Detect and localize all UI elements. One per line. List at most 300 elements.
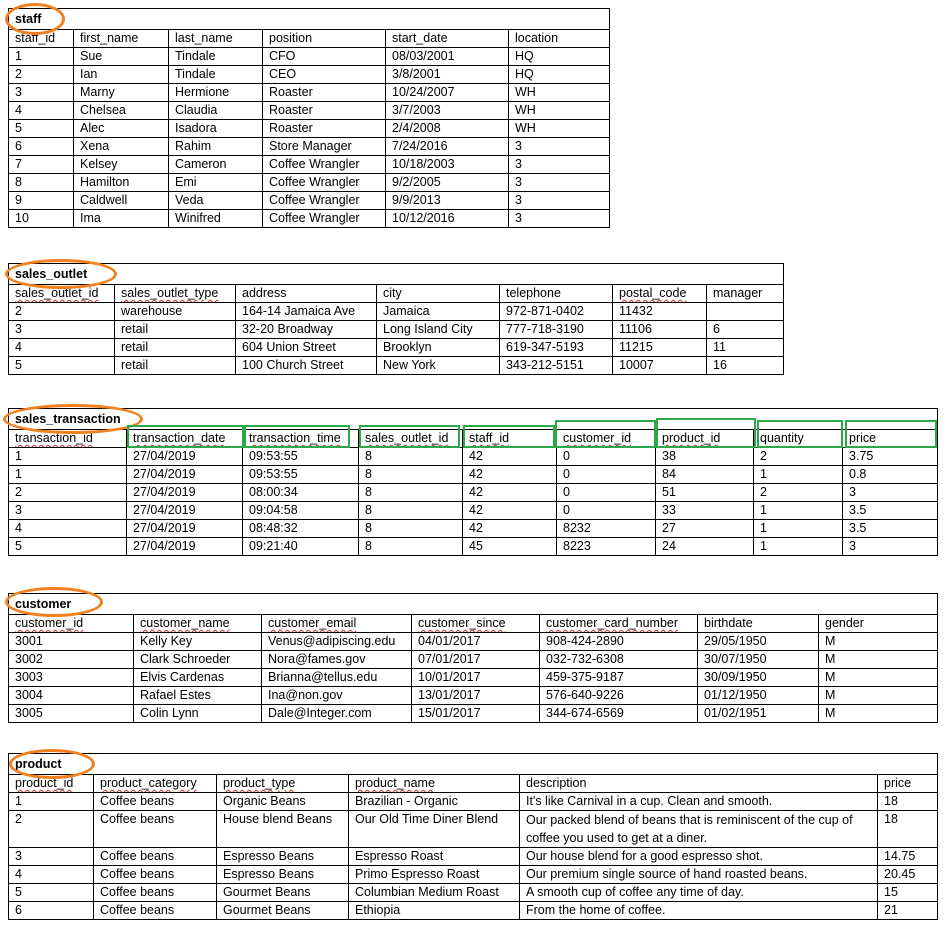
table-cell: Ethiopia (349, 902, 520, 920)
table-cell (707, 303, 784, 321)
table-cell: 2 (9, 66, 74, 84)
table-cell: 8 (359, 520, 463, 538)
table-cell: Colin Lynn (134, 705, 262, 723)
table-cell: House blend Beans (217, 811, 349, 848)
table-cell: 29/05/1950 (698, 633, 819, 651)
table-cell: 01/12/1950 (698, 687, 819, 705)
table-cell: 07/01/2017 (412, 651, 540, 669)
customer-title-row (9, 594, 938, 615)
table-cell: 576-640-9226 (540, 687, 698, 705)
table-cell: 0 (557, 448, 656, 466)
product-table (8, 753, 938, 920)
table-cell: 777-718-3190 (500, 321, 613, 339)
column-header (217, 775, 349, 793)
column-header-text: sales_outlet_id (365, 431, 449, 445)
table-cell: Our packed blend of beans that is reminiscent of the cup of coffee you used to get at a diner. (520, 811, 878, 848)
column-header-text: staff_id (469, 431, 510, 445)
table-cell: 3001 (9, 633, 134, 651)
table-row (9, 321, 784, 339)
table-cell: 18 (878, 793, 938, 811)
column-header (540, 615, 698, 633)
sales-outlet-title-row (9, 264, 784, 285)
table-cell: 604 Union Street (236, 339, 377, 357)
column-header-text: product_id (15, 776, 74, 790)
table-cell: Coffee Wrangler (263, 174, 386, 192)
table-row (9, 156, 610, 174)
table-cell: 20.45 (878, 866, 938, 884)
table-cell: 5 (9, 538, 127, 556)
column-header-text: product_type (223, 776, 296, 790)
table-cell: 8223 (557, 538, 656, 556)
column-header: city (377, 285, 500, 303)
column-header: staff_id (9, 30, 74, 48)
sales-transaction-table (8, 408, 938, 556)
column-header-text: sales_outlet_type (121, 286, 219, 300)
table-cell: 3004 (9, 687, 134, 705)
product-title: product (9, 754, 938, 775)
table-cell: 27 (656, 520, 754, 538)
column-header: position (263, 30, 386, 48)
table-cell: 0.8 (843, 466, 938, 484)
table-cell: 1 (754, 520, 843, 538)
table-cell: 42 (463, 502, 557, 520)
table-cell: Gourmet Beans (217, 884, 349, 902)
table-cell: 32-20 Broadway (236, 321, 377, 339)
column-header: quantity (754, 430, 843, 448)
table-row (9, 138, 610, 156)
table-row (9, 902, 938, 920)
table-cell: 08:48:32 (243, 520, 359, 538)
table-cell: 972-871-0402 (500, 303, 613, 321)
table-cell: Our premium single source of hand roasted beans. (520, 866, 878, 884)
column-header (9, 775, 94, 793)
table-cell: 10/24/2007 (386, 84, 509, 102)
table-cell: 3 (843, 484, 938, 502)
table-cell: Emi (169, 174, 263, 192)
sales-outlet-table (8, 263, 784, 375)
table-cell: 6 (9, 902, 94, 920)
table-row (9, 210, 610, 228)
table-cell: 11215 (613, 339, 707, 357)
table-cell: 8 (359, 484, 463, 502)
table-cell: From the home of coffee. (520, 902, 878, 920)
table-cell: 9/9/2013 (386, 192, 509, 210)
table-cell: 4 (9, 102, 74, 120)
table-cell: CEO (263, 66, 386, 84)
table-cell: 04/01/2017 (412, 633, 540, 651)
table-cell: 27/04/2019 (127, 484, 243, 502)
table-cell: Rafael Estes (134, 687, 262, 705)
table-cell: 27/04/2019 (127, 538, 243, 556)
column-header-text: product_category (100, 776, 197, 790)
table-cell: Caldwell (74, 192, 169, 210)
table-cell: 2 (754, 484, 843, 502)
table-cell: Sue (74, 48, 169, 66)
table-cell: 21 (878, 902, 938, 920)
table-row (9, 120, 610, 138)
column-header (359, 430, 463, 448)
table-cell: Coffee beans (94, 884, 217, 902)
column-header-text: customer_id (15, 616, 84, 630)
table-cell: 8 (359, 466, 463, 484)
table-cell: 619-347-5193 (500, 339, 613, 357)
table-row (9, 651, 938, 669)
column-header-text: sales_outlet_id (15, 286, 99, 300)
table-cell: 0 (557, 484, 656, 502)
table-cell: Marny (74, 84, 169, 102)
table-row (9, 339, 784, 357)
column-header (9, 430, 127, 448)
table-cell: Winifred (169, 210, 263, 228)
table-cell: Chelsea (74, 102, 169, 120)
table-cell: 10/12/2016 (386, 210, 509, 228)
table-cell: 1 (754, 502, 843, 520)
table-cell: Espresso Beans (217, 848, 349, 866)
column-header (349, 775, 520, 793)
column-header (115, 285, 236, 303)
table-cell: 13/01/2017 (412, 687, 540, 705)
column-header (613, 285, 707, 303)
table-row (9, 448, 938, 466)
table-cell: 3005 (9, 705, 134, 723)
table-cell: retail (115, 357, 236, 375)
table-cell: Ian (74, 66, 169, 84)
table-cell: 11432 (613, 303, 707, 321)
table-row (9, 174, 610, 192)
table-cell: 100 Church Street (236, 357, 377, 375)
table-cell: 42 (463, 466, 557, 484)
table-cell: Clark Schroeder (134, 651, 262, 669)
table-cell: Xena (74, 138, 169, 156)
table-cell: Our house blend for a good espresso shot. (520, 848, 878, 866)
table-cell: 344-674-6569 (540, 705, 698, 723)
table-row (9, 357, 784, 375)
table-cell: New York (377, 357, 500, 375)
table-row (9, 633, 938, 651)
table-cell: WH (509, 84, 610, 102)
table-cell: 3 (509, 174, 610, 192)
staff-header-row (9, 30, 610, 48)
table-row (9, 303, 784, 321)
table-cell: Coffee beans (94, 793, 217, 811)
table-cell: Rahim (169, 138, 263, 156)
table-cell: Venus@adipiscing.edu (262, 633, 412, 651)
table-row (9, 687, 938, 705)
table-cell: Cameron (169, 156, 263, 174)
table-cell: 0 (557, 502, 656, 520)
table-cell: 10/01/2017 (412, 669, 540, 687)
product-header-row (9, 775, 938, 793)
table-cell: 08:00:34 (243, 484, 359, 502)
table-cell: 11 (707, 339, 784, 357)
table-cell: 1 (9, 48, 74, 66)
table-cell: Elvis Cardenas (134, 669, 262, 687)
table-cell: Kelly Key (134, 633, 262, 651)
table-cell: 10 (9, 210, 74, 228)
column-header (412, 615, 540, 633)
table-cell: 51 (656, 484, 754, 502)
table-cell: A smooth cup of coffee any time of day. (520, 884, 878, 902)
customer-table (8, 593, 938, 723)
table-cell: retail (115, 339, 236, 357)
table-cell: warehouse (115, 303, 236, 321)
table-cell: Our Old Time Diner Blend (349, 811, 520, 848)
column-header (243, 430, 359, 448)
table-row (9, 502, 938, 520)
sales-transaction-header-row (9, 430, 938, 448)
table-cell: 2/4/2008 (386, 120, 509, 138)
table-cell: Roaster (263, 120, 386, 138)
table-cell: 27/04/2019 (127, 448, 243, 466)
table-cell: WH (509, 120, 610, 138)
table-cell: 84 (656, 466, 754, 484)
table-cell: 3.5 (843, 520, 938, 538)
table-row (9, 102, 610, 120)
table-cell: 9 (9, 192, 74, 210)
table-cell: 24 (656, 538, 754, 556)
table-cell: 42 (463, 484, 557, 502)
table-cell: 15/01/2017 (412, 705, 540, 723)
column-header (262, 615, 412, 633)
column-header-text: customer_name (140, 616, 230, 630)
table-cell: 4 (9, 520, 127, 538)
table-cell: Coffee beans (94, 902, 217, 920)
table-cell: M (819, 705, 938, 723)
column-header: gender (819, 615, 938, 633)
table-cell: 2 (9, 303, 115, 321)
column-header: manager (707, 285, 784, 303)
table-cell: Veda (169, 192, 263, 210)
table-cell: 3 (9, 321, 115, 339)
table-cell: 15 (878, 884, 938, 902)
table-row (9, 669, 938, 687)
table-cell: Columbian Medium Roast (349, 884, 520, 902)
table-cell: M (819, 651, 938, 669)
table-row (9, 66, 610, 84)
column-header (134, 615, 262, 633)
table-cell: 3 (509, 138, 610, 156)
table-cell: 3 (9, 848, 94, 866)
table-cell: M (819, 669, 938, 687)
column-header: start_date (386, 30, 509, 48)
column-header (9, 285, 115, 303)
table-row (9, 793, 938, 811)
table-cell: 45 (463, 538, 557, 556)
table-cell: 3002 (9, 651, 134, 669)
table-cell: Long Island City (377, 321, 500, 339)
table-cell: 27/04/2019 (127, 502, 243, 520)
table-cell: 8 (9, 174, 74, 192)
table-cell: 3.5 (843, 502, 938, 520)
table-cell: Coffee Wrangler (263, 192, 386, 210)
column-header (127, 430, 243, 448)
table-cell: 1 (9, 448, 127, 466)
table-cell: 16 (707, 357, 784, 375)
column-header: last_name (169, 30, 263, 48)
table-cell: Espresso Beans (217, 866, 349, 884)
table-cell: Roaster (263, 84, 386, 102)
column-header-text: customer_card_number (546, 616, 679, 630)
sales-transaction-title: sales_transaction (9, 409, 938, 430)
table-cell: Dale@Integer.com (262, 705, 412, 723)
product-title-row (9, 754, 938, 775)
column-header (656, 430, 754, 448)
table-cell: 3 (9, 502, 127, 520)
table-cell: Claudia (169, 102, 263, 120)
table-cell: 27/04/2019 (127, 466, 243, 484)
table-row (9, 705, 938, 723)
staff-title-row (9, 9, 610, 30)
table-cell: 42 (463, 520, 557, 538)
table-cell: 7/24/2016 (386, 138, 509, 156)
column-header: description (520, 775, 878, 793)
table-cell: 459-375-9187 (540, 669, 698, 687)
table-cell: 032-732-6308 (540, 651, 698, 669)
column-header-text: transaction_time (249, 431, 341, 445)
table-row (9, 48, 610, 66)
sales-outlet-title: sales_outlet (9, 264, 784, 285)
table-cell: Ina@non.gov (262, 687, 412, 705)
table-cell: 1 (754, 466, 843, 484)
table-cell: Primo Espresso Roast (349, 866, 520, 884)
table-cell: 0 (557, 466, 656, 484)
table-row (9, 811, 938, 848)
table-cell: 3/8/2001 (386, 66, 509, 84)
table-cell: Tindale (169, 66, 263, 84)
table-cell: 30/09/1950 (698, 669, 819, 687)
table-cell: Coffee beans (94, 811, 217, 848)
table-cell: WH (509, 102, 610, 120)
table-cell: 33 (656, 502, 754, 520)
column-header: telephone (500, 285, 613, 303)
table-cell: 1 (9, 466, 127, 484)
column-header-text: product_name (355, 776, 435, 790)
table-cell: 11106 (613, 321, 707, 339)
column-header-text: transaction_id (15, 431, 93, 445)
table-row (9, 520, 938, 538)
table-row (9, 466, 938, 484)
table-cell: 6 (9, 138, 74, 156)
column-header (9, 615, 134, 633)
table-cell: 09:53:55 (243, 466, 359, 484)
table-cell: Brooklyn (377, 339, 500, 357)
table-row (9, 484, 938, 502)
table-cell: 343-212-5151 (500, 357, 613, 375)
table-cell: Gourmet Beans (217, 902, 349, 920)
table-cell: 2 (754, 448, 843, 466)
column-header: price (843, 430, 938, 448)
table-cell: 14.75 (878, 848, 938, 866)
table-cell: Brazilian - Organic (349, 793, 520, 811)
table-cell: 3 (843, 538, 938, 556)
table-cell: 4 (9, 339, 115, 357)
table-cell: Tindale (169, 48, 263, 66)
table-row (9, 884, 938, 902)
column-header: first_name (74, 30, 169, 48)
table-cell: 8 (359, 502, 463, 520)
table-cell: 8232 (557, 520, 656, 538)
column-header (557, 430, 656, 448)
table-cell: 8 (359, 448, 463, 466)
table-cell: Ima (74, 210, 169, 228)
sales-outlet-header-row (9, 285, 784, 303)
table-cell: 9/2/2005 (386, 174, 509, 192)
table-cell: 3003 (9, 669, 134, 687)
table-cell: Brianna@tellus.edu (262, 669, 412, 687)
table-cell: Organic Beans (217, 793, 349, 811)
table-cell: 1 (9, 793, 94, 811)
table-cell: 38 (656, 448, 754, 466)
table-cell: 6 (707, 321, 784, 339)
table-cell: Coffee beans (94, 848, 217, 866)
table-cell: 3 (9, 84, 74, 102)
table-cell: 18 (878, 811, 938, 848)
table-cell: retail (115, 321, 236, 339)
table-cell: 09:04:58 (243, 502, 359, 520)
table-cell: 01/02/1951 (698, 705, 819, 723)
column-header (463, 430, 557, 448)
table-cell: It's like Carnival in a cup. Clean and smooth. (520, 793, 878, 811)
column-header: price (878, 775, 938, 793)
table-cell: 5 (9, 357, 115, 375)
table-cell: 10/18/2003 (386, 156, 509, 174)
table-cell: 2 (9, 811, 94, 848)
table-cell: 8 (359, 538, 463, 556)
table-cell: 3 (509, 156, 610, 174)
table-row (9, 84, 610, 102)
table-cell: 2 (9, 484, 127, 502)
table-cell: 5 (9, 884, 94, 902)
table-cell: M (819, 687, 938, 705)
staff-table (8, 8, 610, 228)
customer-header-row (9, 615, 938, 633)
table-cell: 7 (9, 156, 74, 174)
staff-title: staff (9, 9, 610, 30)
table-cell: 09:53:55 (243, 448, 359, 466)
table-cell: Roaster (263, 102, 386, 120)
table-cell: 3.75 (843, 448, 938, 466)
table-cell: Jamaica (377, 303, 500, 321)
table-cell: Coffee Wrangler (263, 210, 386, 228)
table-cell: 10007 (613, 357, 707, 375)
table-row (9, 848, 938, 866)
table-cell: Coffee Wrangler (263, 156, 386, 174)
table-cell: 4 (9, 866, 94, 884)
table-cell: 5 (9, 120, 74, 138)
table-row (9, 192, 610, 210)
column-header-text: customer_since (418, 616, 506, 630)
table-cell: Store Manager (263, 138, 386, 156)
column-header: location (509, 30, 610, 48)
table-cell: 09:21:40 (243, 538, 359, 556)
sales-transaction-title-row (9, 409, 938, 430)
table-cell: Hermione (169, 84, 263, 102)
column-header-text: transaction_date (133, 431, 226, 445)
table-cell: 42 (463, 448, 557, 466)
table-row (9, 538, 938, 556)
table-cell: Nora@fames.gov (262, 651, 412, 669)
column-header: birthdate (698, 615, 819, 633)
table-cell: Espresso Roast (349, 848, 520, 866)
column-header-text: customer_email (268, 616, 357, 630)
table-cell: 3 (509, 192, 610, 210)
table-cell: 3/7/2003 (386, 102, 509, 120)
table-cell: 3 (509, 210, 610, 228)
table-cell: Kelsey (74, 156, 169, 174)
column-header: address (236, 285, 377, 303)
column-header (94, 775, 217, 793)
table-cell: 908-424-2890 (540, 633, 698, 651)
